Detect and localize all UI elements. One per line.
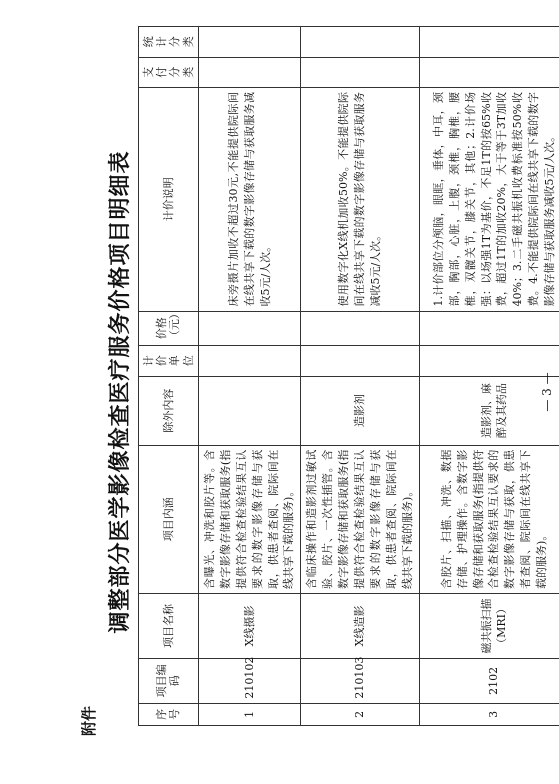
cell-payment: [301, 57, 420, 87]
attachment-label: 附件: [80, 705, 98, 736]
cell-code: 210102: [198, 658, 301, 703]
header-notes: 计价说明: [139, 88, 199, 312]
cell-exclusions: 造影剂: [301, 376, 420, 445]
cell-notes: 使用数字化X线机加收50%。不能提供院际间在线共享下载的数字影像存储与获取服务减收5元/人次。: [301, 88, 420, 312]
cell-price: [419, 311, 559, 346]
page-number: — 3 —: [540, 372, 554, 412]
header-content: 项目内涵: [139, 445, 199, 593]
cell-unit: [198, 346, 301, 376]
header-price: 价格（元）: [139, 311, 199, 346]
cell-seq: 2: [301, 703, 420, 725]
header-stat: 统计分类: [139, 27, 199, 58]
cell-payment: [419, 57, 559, 87]
cell-content: 含胶片、扫描、冲洗、数据存储、护理操作。含数字影像存储和获取服务(指提供符合检查检验结果互认要求的数字影像存储与获取，供患者查阅、院际间在线共享下载的服务)。: [419, 445, 559, 593]
cell-content: 含曝光、冲洗和胶片等。含数字影像存储和获取服务(指提供符合检查检验结果互认要求的数字影像存储与获取，供患者查阅、院际间在线共享下载的服务)。: [198, 445, 301, 593]
cell-unit: [301, 346, 420, 376]
cell-stat: [198, 27, 301, 58]
cell-unit: [419, 346, 559, 376]
price-table: [138, 26, 559, 726]
cell-stat: [301, 27, 420, 58]
cell-notes: 1.计价部位分颅脑，眼眶，垂体，中耳，颈部，胸部，心脏，上腹，颈椎，胸椎，腰椎，双髋关节，膝关节，其他；2.计价场强：以场强1T为基价，不足1T的按65%收费，超过1T的加收20%，大于等于3T加收40%；3.二手磁共振机收费标准按50%收费。4.不能提供院际间在线共享下载的数字影像存储与获取服务减收5元/人次。: [419, 88, 559, 312]
table-row: [198, 27, 301, 726]
cell-name: X线造影: [301, 593, 420, 658]
cell-content: 含临床操作和造影剂过敏试验、胶片、一次性插管。含数字影像存储和获取服务(指提供符合检查检验结果互认要求的数字影像存储与获取，供患者查阅、院际间在线共享下载的服务)。: [301, 445, 420, 593]
table-header-row: [139, 27, 199, 726]
cell-exclusions: 造影剂、麻醉及其药品: [419, 376, 559, 445]
header-name: 项目名称: [139, 593, 199, 658]
cell-stat: [419, 27, 559, 58]
cell-exclusions: [198, 376, 301, 445]
table-row: [301, 27, 420, 726]
cell-payment: [198, 57, 301, 87]
header-payment: 支付分类: [139, 57, 199, 87]
cell-code: 2102: [419, 658, 559, 703]
header-seq: 序号: [139, 703, 199, 725]
cell-name: X线摄影: [198, 593, 301, 658]
header-code: 项目编码: [139, 658, 199, 703]
cell-name: 磁共振扫描（MRI）: [419, 593, 559, 658]
cell-notes: 床旁摄片加收不超过30元,不能提供院际间在线共享下载的数字影像存储与获取服务减收5元/人次。: [198, 88, 301, 312]
header-unit: 计价单位: [139, 346, 199, 376]
cell-seq: 1: [198, 703, 301, 725]
cell-price: [198, 311, 301, 346]
header-exclusions: 除外内容: [139, 376, 199, 445]
page-title: 调整部分医学影像检查医疗服务价格项目明细表: [107, 150, 133, 634]
cell-seq: 3: [419, 703, 559, 725]
cell-code: 210103: [301, 658, 420, 703]
table-row: [419, 27, 559, 726]
cell-price: [301, 311, 420, 346]
